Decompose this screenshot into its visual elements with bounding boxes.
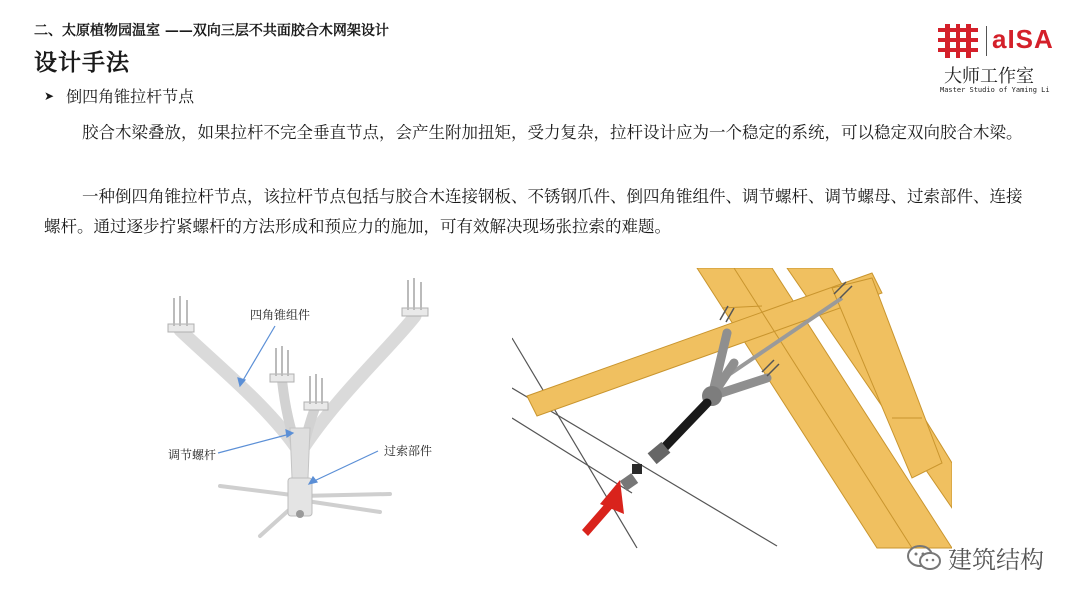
- watermark: [906, 540, 1044, 575]
- logo-divider: [986, 26, 987, 56]
- pyramid-node-figure: [150, 268, 470, 558]
- section-title: 二、太原植物园温室 ——双向三层不共面胶合木网架设计: [34, 23, 389, 39]
- paragraph-1: 胶合木梁叠放，如果拉杆不完全垂直节点，会产生附加扭矩，受力复杂，拉杆设计应为一个稳定的系统，可以稳定双向胶合木梁。: [82, 123, 1023, 142]
- studio-name-en: Master Studio of Yaming Li: [940, 86, 1050, 94]
- studio-name-cn: 大师工作室: [944, 66, 1034, 87]
- brand-mark-icon: [936, 24, 980, 58]
- page-title: 设计手法: [34, 49, 130, 76]
- label-adjusting-rod: 调节螺杆: [168, 448, 217, 462]
- brand-name: aISA: [992, 24, 1054, 54]
- label-cable-part: 过索部件: [384, 444, 433, 458]
- studio-logo: [930, 22, 1060, 102]
- watermark-text: 建筑结构: [948, 546, 1044, 574]
- bullet-arrow-icon: ➤: [44, 88, 55, 103]
- bullet-item: [44, 84, 194, 107]
- bullet-text: 倒四角锥拉杆节点: [66, 87, 195, 106]
- label-pyramid-component: 四角锥组件: [250, 308, 311, 322]
- installed-node-drawing: [512, 268, 952, 558]
- paragraph-2: 一种倒四角锥拉杆节点，该拉杆节点包括与胶合木连接钢板、不锈钢爪件、倒四角锥组件、调节螺杆、调节螺母、过索部件、连接螺杆。通过逐步拧紧螺杆的方法形成和预应力的施加，可有效解决现场张拉索的难题。: [44, 187, 1023, 236]
- wechat-icon: [906, 544, 942, 572]
- installed-node-figure: [512, 268, 952, 558]
